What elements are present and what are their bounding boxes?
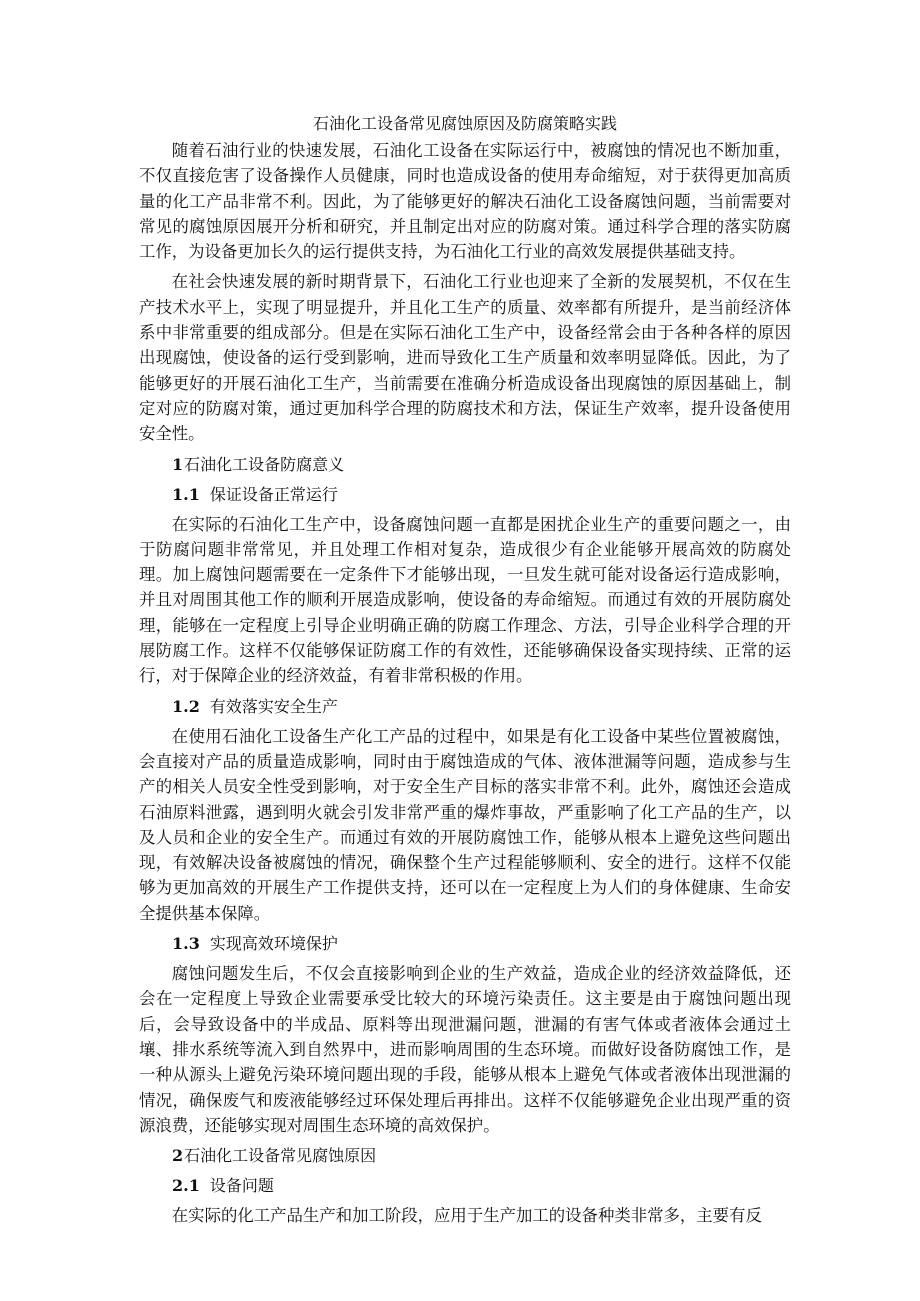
section-number: 1 — [172, 454, 184, 474]
section-title: 实现高效环境保护 — [209, 934, 338, 954]
section-1-3-paragraph: 腐蚀问题发生后，不仅会直接影响到企业的生产效益，造成企业的经济效益降低，还会在一定程度上导致企业需要承受比较大的环境污染责任。这主要是由于腐蚀问题出现后，会导致设备中的半成品、原料等出现泄漏问题，泄漏的有害气体或者液体会通过土壤、排水系统等流入到自然界中，进而影响周围的生态环境。而做好设备防腐蚀工作，是一种从源头上避免污染环境问题出现的手段，能够从根本上避免气体或者液体出现泄漏的情况，确保废气和废液能够经过环保处理后再排出。这样不仅能够避免企业出现严重的资源浪费，还能够实现对周围生态环境的高效保护。 — [139, 964, 791, 1135]
section-title: 石油化工设备常见腐蚀原因 — [184, 1146, 377, 1166]
section-number: 1.1 — [172, 484, 200, 504]
section-title: 设备问题 — [209, 1176, 274, 1196]
section-title: 有效落实安全生产 — [209, 696, 338, 716]
section-1-heading — [139, 452, 791, 477]
section-title: 石油化工设备防腐意义 — [184, 454, 345, 474]
document-page — [139, 110, 791, 1233]
section-number: 2 — [172, 1146, 184, 1166]
section-1-1-heading — [139, 482, 791, 507]
section-2-1-heading — [139, 1173, 791, 1198]
section-1-3-heading — [139, 931, 791, 956]
section-1-2-heading — [139, 694, 791, 719]
intro-paragraph-2: 在社会快速发展的新时期背景下，石油化工行业也迎来了全新的发展契机，不仅在生产技术水平上，实现了明显提升，并且化工生产的质量、效率都有所提升，是当前经济体系中非常重要的组成部分。但是在实际石油化工生产中，设备经常会由于各种各样的原因出现腐蚀，使设备的运行受到影响，进而导致化工生产质量和效率明显降低。因此，为了能够更好的开展石油化工生产，当前需要在准确分析造成设备出现腐蚀的原因基础上，制定对应的防腐对策，通过更加科学合理的防腐技术和方法，保证生产效率，提升设备使用安全性。 — [139, 272, 791, 444]
section-number: 1.2 — [172, 696, 200, 716]
document-title: 石油化工设备常见腐蚀原因及防腐策略实践 — [312, 114, 617, 133]
section-1-2-paragraph: 在使用石油化工设备生产化工产品的过程中，如果是有化工设备中某些位置被腐蚀，会直接对产品的质量造成影响，同时由于腐蚀造成的气体、液体泄漏等问题，造成参与生产的相关人员安全性受到影响，对于安全生产目标的落实非常不利。此外，腐蚀还会造成石油原料泄露，遇到明火就会引发非常严重的爆炸事故，严重影响了化工产品的生产，以及人员和企业的安全生产。而通过有效的开展防腐蚀工作，能够从根本上避免这些问题出现，有效解决设备被腐蚀的情况，确保整个生产过程能够顺利、安全的进行。这样不仅能够为更加高效的开展生产工作提供支持，还可以在一定程度上为人们的身体健康、生命安全提供基本保障。 — [139, 726, 791, 923]
section-number: 2.1 — [172, 1176, 200, 1196]
section-1-1-paragraph: 在实际的石油化工生产中，设备腐蚀问题一直都是困扰企业生产的重要问题之一，由于防腐问题非常常见，并且处理工作相对复杂，造成很少有企业能够开展高效的防腐处理。加上腐蚀问题需要在一定条件下才能够出现，一旦发生就可能对设备运行造成影响，并且对周围其他工作的顺利开展造成影响，使设备的寿命缩短。而通过有效的开展防腐处理，能够在一定程度上引导企业明确正确的防腐工作理念、方法，引导企业科学合理的开展防腐工作。这样不仅能够保证防腐工作的有效性，还能够确保设备实现持续、正常的运行，对于保障企业的经济效益，有着非常积极的作用。 — [139, 514, 791, 686]
section-2-heading — [139, 1143, 791, 1168]
section-2-1-paragraph: 在实际的化工产品生产和加工阶段，应用于生产加工的设备种类非常多，主要有反 — [171, 1206, 762, 1226]
section-number: 1.3 — [172, 934, 200, 954]
section-title: 保证设备正常运行 — [209, 484, 338, 504]
intro-paragraph-1: 随着石油行业的快速发展，石油化工设备在实际运行中，被腐蚀的情况也不断加重，不仅直接危害了设备操作人员健康，同时也造成设备的使用寿命缩短，对于获得更加高质量的化工产品非常不利。因此，为了能够更好的解决石油化工设备腐蚀问题，当前需要对常见的腐蚀原因展开分析和研究，并且制定出对应的防腐对策。通过科学合理的落实防腐工作，为设备更加长久的运行提供支持，为石油化工行业的高效发展提供基础支持。 — [139, 141, 791, 262]
